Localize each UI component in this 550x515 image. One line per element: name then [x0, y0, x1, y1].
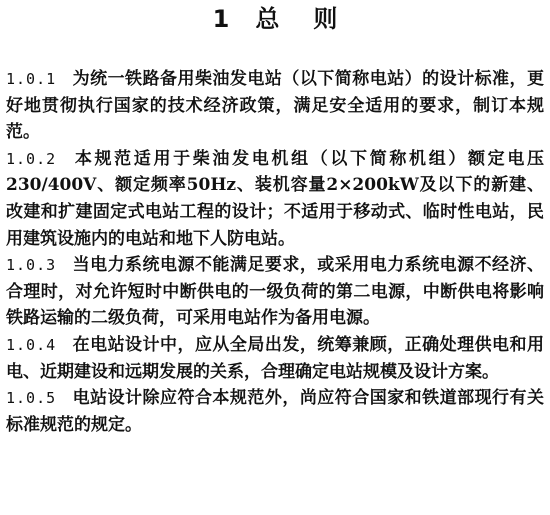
clause-text: 在电站设计中，应从全局出发，统筹兼顾，正确处理供电和用电、近期建设和远期发展的关系，合理确定电站规模及设计方案。: [6, 334, 544, 382]
clause-1-0-1: [6, 66, 544, 146]
clause-text: 为统一铁路备用柴油发电站（以下简称电站）的设计标准，更好地贯彻执行国家的技术经济政策，满足安全适用的要求，制订本规范。: [6, 69, 544, 143]
chapter-number: 1: [212, 5, 230, 33]
chapter-title-char-1: 总: [255, 5, 280, 33]
clause-number: 1.0.3: [6, 256, 57, 275]
clause-1-0-4: [6, 332, 544, 385]
clause-text: 当电力系统电源不能满足要求，或采用电力系统电源不经济、合理时，对允许短时中断供电的一级负荷的第二电源，中断供电将影响铁路运输的二级负荷，可采用电站作为备用电源。: [6, 255, 544, 329]
clause-number: 1.0.5: [6, 389, 57, 408]
clause-number: 1.0.1: [6, 70, 57, 88]
chapter-title-char-2: 则: [313, 5, 338, 33]
chapter-title: [6, 2, 544, 36]
clause-text: 本规范适用于柴油发电机组（以下简称机组）额定电压230/400V、额定频率50Hz、装机容量2×200kW及以下的新建、改建和扩建固定式电站工程的设计；不适用于移动式、临时性电站，民用建筑设施内的电站和地下人防电站。: [6, 148, 544, 249]
clause-number: 1.0.2: [6, 149, 57, 168]
clause-1-0-3: [6, 252, 544, 332]
clause-text: 电站设计除应符合本规范外，尚应符合国家和铁道部现行有关标准规范的规定。: [6, 388, 544, 435]
clause-1-0-5: [6, 385, 544, 438]
clause-1-0-2: [6, 146, 544, 252]
clause-number: 1.0.4: [6, 335, 57, 354]
